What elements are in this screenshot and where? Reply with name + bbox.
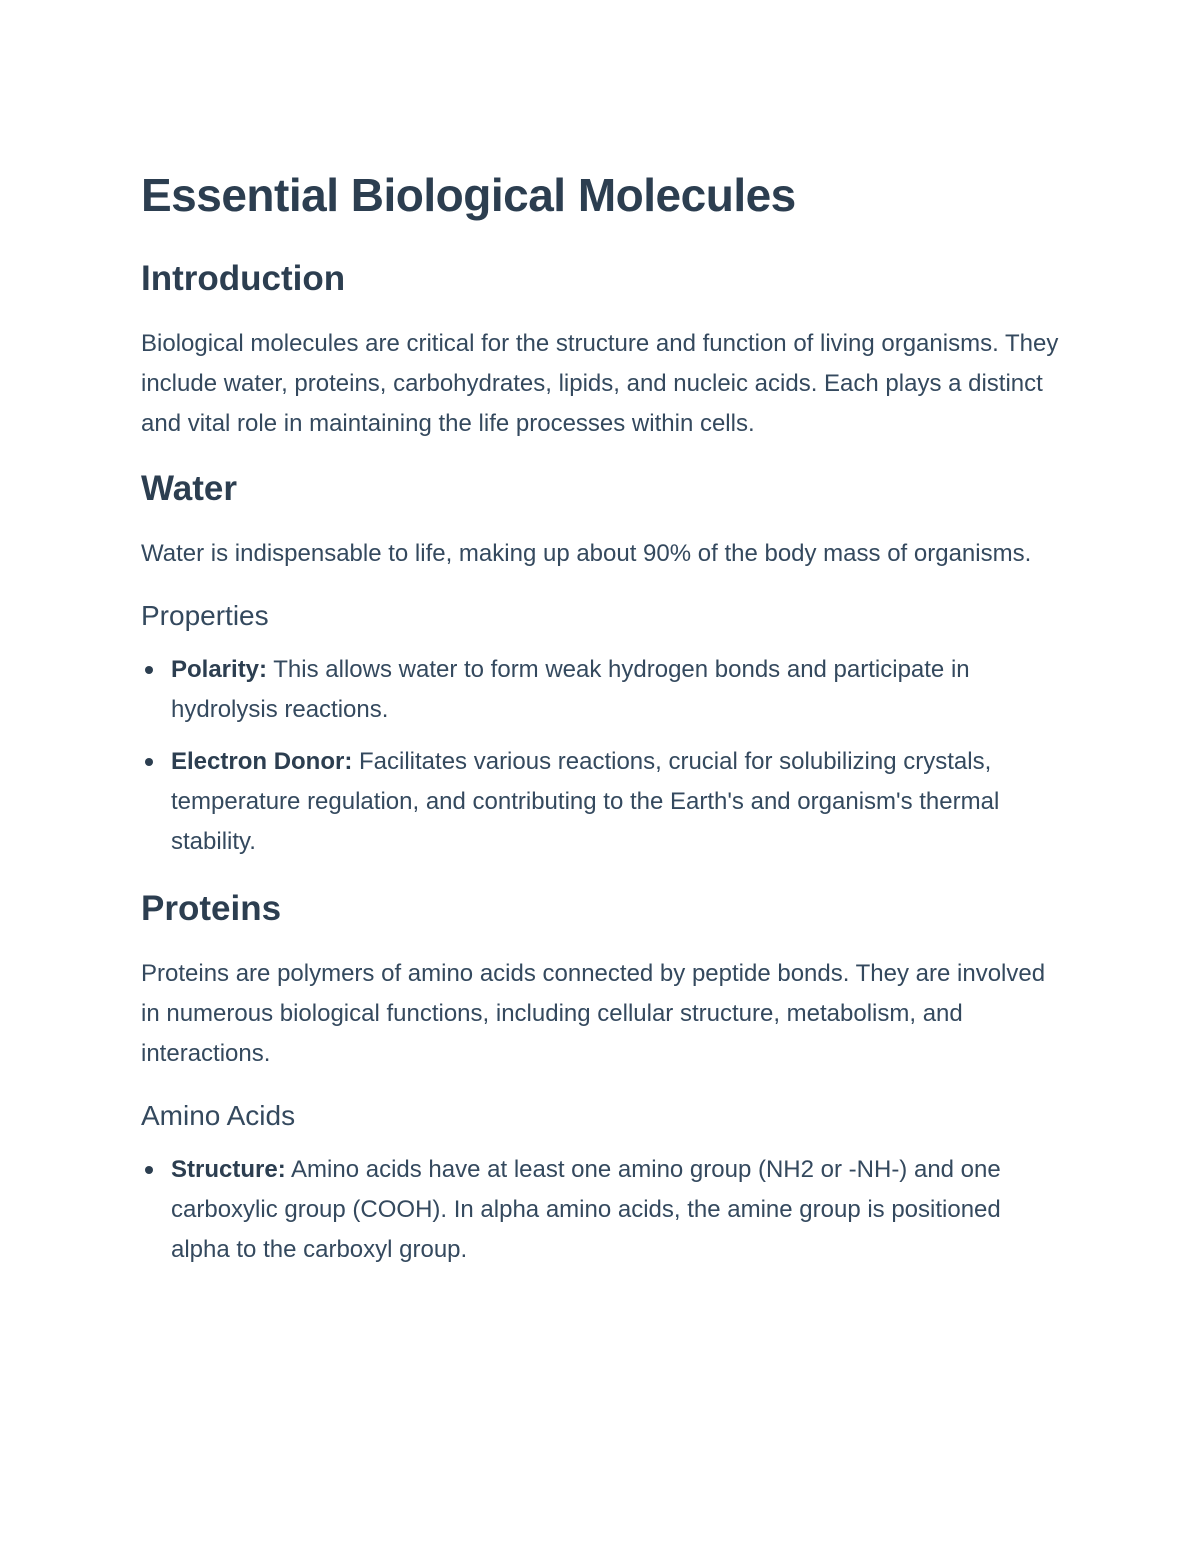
proteins-heading: Proteins	[141, 889, 282, 928]
list-item-term: Structure:	[171, 1156, 286, 1183]
proteins-paragraph: Proteins are polymers of amino acids connected by peptide bonds. They are involved in numerous biological functions, including cellular structure, metabolism, and interactions.	[141, 960, 1046, 1067]
amino-acids-heading: Amino Acids	[141, 1100, 296, 1131]
bullet-icon	[145, 666, 153, 674]
list-item-term: Electron Donor:	[171, 748, 353, 775]
properties-list	[141, 650, 1060, 862]
bullet-icon	[145, 758, 153, 766]
water-section	[141, 466, 1060, 862]
introduction-heading: Introduction	[141, 259, 346, 298]
properties-heading: Properties	[141, 600, 269, 631]
introduction-section	[141, 256, 1060, 444]
list-item-text: This allows water to form weak hydrogen bonds and participate in hydrolysis reactions.	[171, 656, 970, 723]
amino-acids-list	[141, 1150, 1060, 1270]
water-paragraph: Water is indispensable to life, making up about 90% of the body mass of organisms.	[141, 540, 1032, 567]
introduction-paragraph: Biological molecules are critical for the structure and function of living organisms. They include water, proteins, carbohydrates, lipids, and nucleic acids. Each plays a distinct and vital role in maintaining the life processes within cells.	[141, 330, 1059, 437]
bullet-icon	[145, 1166, 153, 1174]
list-item-term: Polarity:	[171, 656, 268, 683]
list-item	[141, 742, 1060, 862]
proteins-section	[141, 886, 1060, 1270]
water-heading: Water	[141, 469, 237, 508]
list-item	[141, 650, 1060, 730]
list-item-text: Amino acids have at least one amino group (NH2 or -NH-) and one carboxylic group (COOH). In alpha amino acids, the amine group is positioned alpha to the carboxyl group.	[171, 1156, 1001, 1263]
list-item-text: Facilitates various reactions, crucial for solubilizing crystals, temperature regulation, and contributing to the Earth's and organism's thermal stability.	[171, 748, 1000, 855]
document-title: Essential Biological Molecules	[141, 169, 796, 221]
list-item	[141, 1150, 1060, 1270]
